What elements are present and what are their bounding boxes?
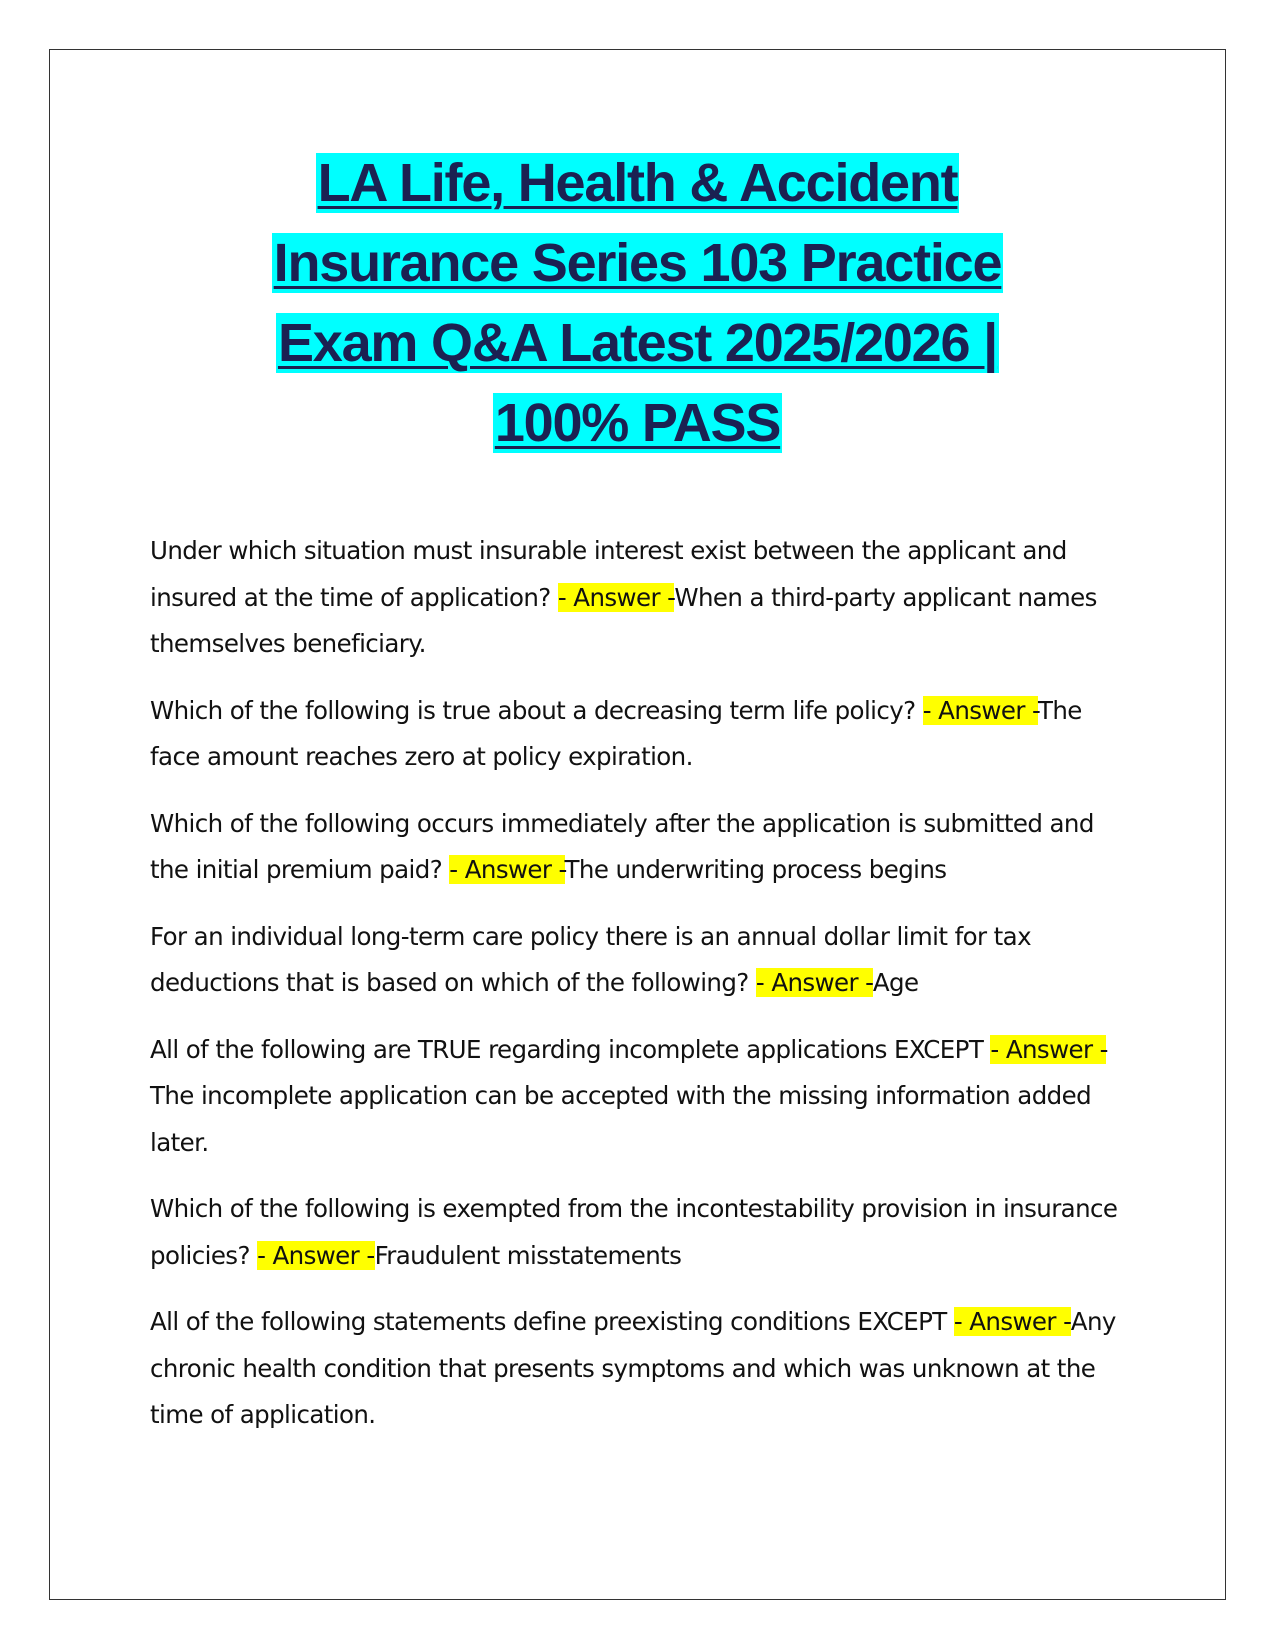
question-text: Which of the following is exempted from the incontestability provision in insurance policies? [150,1194,1118,1270]
answer-text: When a third-party applicant names themselves beneficiary. [150,582,1097,658]
answer-text: Any chronic health condition that presents symptoms and which was unknown at the time of application. [150,1307,1116,1429]
answer-marker: - Answer - [755,968,873,997]
question-text: All of the following are TRUE regarding incomplete applications EXCEPT [150,1034,991,1064]
qa-item-6 [150,1186,1120,1279]
question-text: Which of the following occurs immediately after the application is submitted and the initial premium paid? [150,808,1094,884]
qa-item-2 [150,688,1120,781]
answer-text: The incomplete application can be accepted with the missing information added later. [150,1081,1092,1157]
answer-marker: - Answer - [557,582,675,612]
answer-marker: - Answer - [257,1240,375,1270]
answer-text: Age [872,968,919,997]
answer-marker: - Answer - [922,695,1038,725]
title-line-1: LA Life, Health & Accident [317,153,958,213]
question-text: Which of the following is true about a decreasing term life policy? [150,695,923,725]
qa-item-1 [150,528,1120,668]
title-line-3: Exam Q&A Latest 2025/2026 | [277,313,998,373]
qa-item-3 [150,801,1120,894]
question-text: Under which situation must insurable interest exist between the applicant and insured at the time of application? [150,536,1067,612]
answer-marker: - Answer - [990,1034,1106,1064]
answer-marker: - Answer - [449,855,565,884]
answer-text: The underwriting process begins [564,855,947,884]
answer-marker: - Answer - [953,1307,1071,1336]
answer-text: The face amount reaches zero at policy expiration. [150,695,1082,771]
question-text: All of the following statements define preexisting conditions EXCEPT [150,1307,954,1336]
question-text: For an individual long-term care policy there is an annual dollar limit for tax deductions that is based on which of the following? [150,921,1031,997]
qa-item-5 [150,1027,1120,1167]
qa-item-7 [150,1299,1120,1439]
title-line-2: Insurance Series 103 Practice [273,233,1002,293]
qa-item-4 [150,914,1120,1007]
title-line-4: 100% PASS [494,393,781,453]
answer-text: Fraudulent misstatements [374,1240,682,1270]
document-title [150,143,1125,463]
qa-list [150,528,1120,1459]
